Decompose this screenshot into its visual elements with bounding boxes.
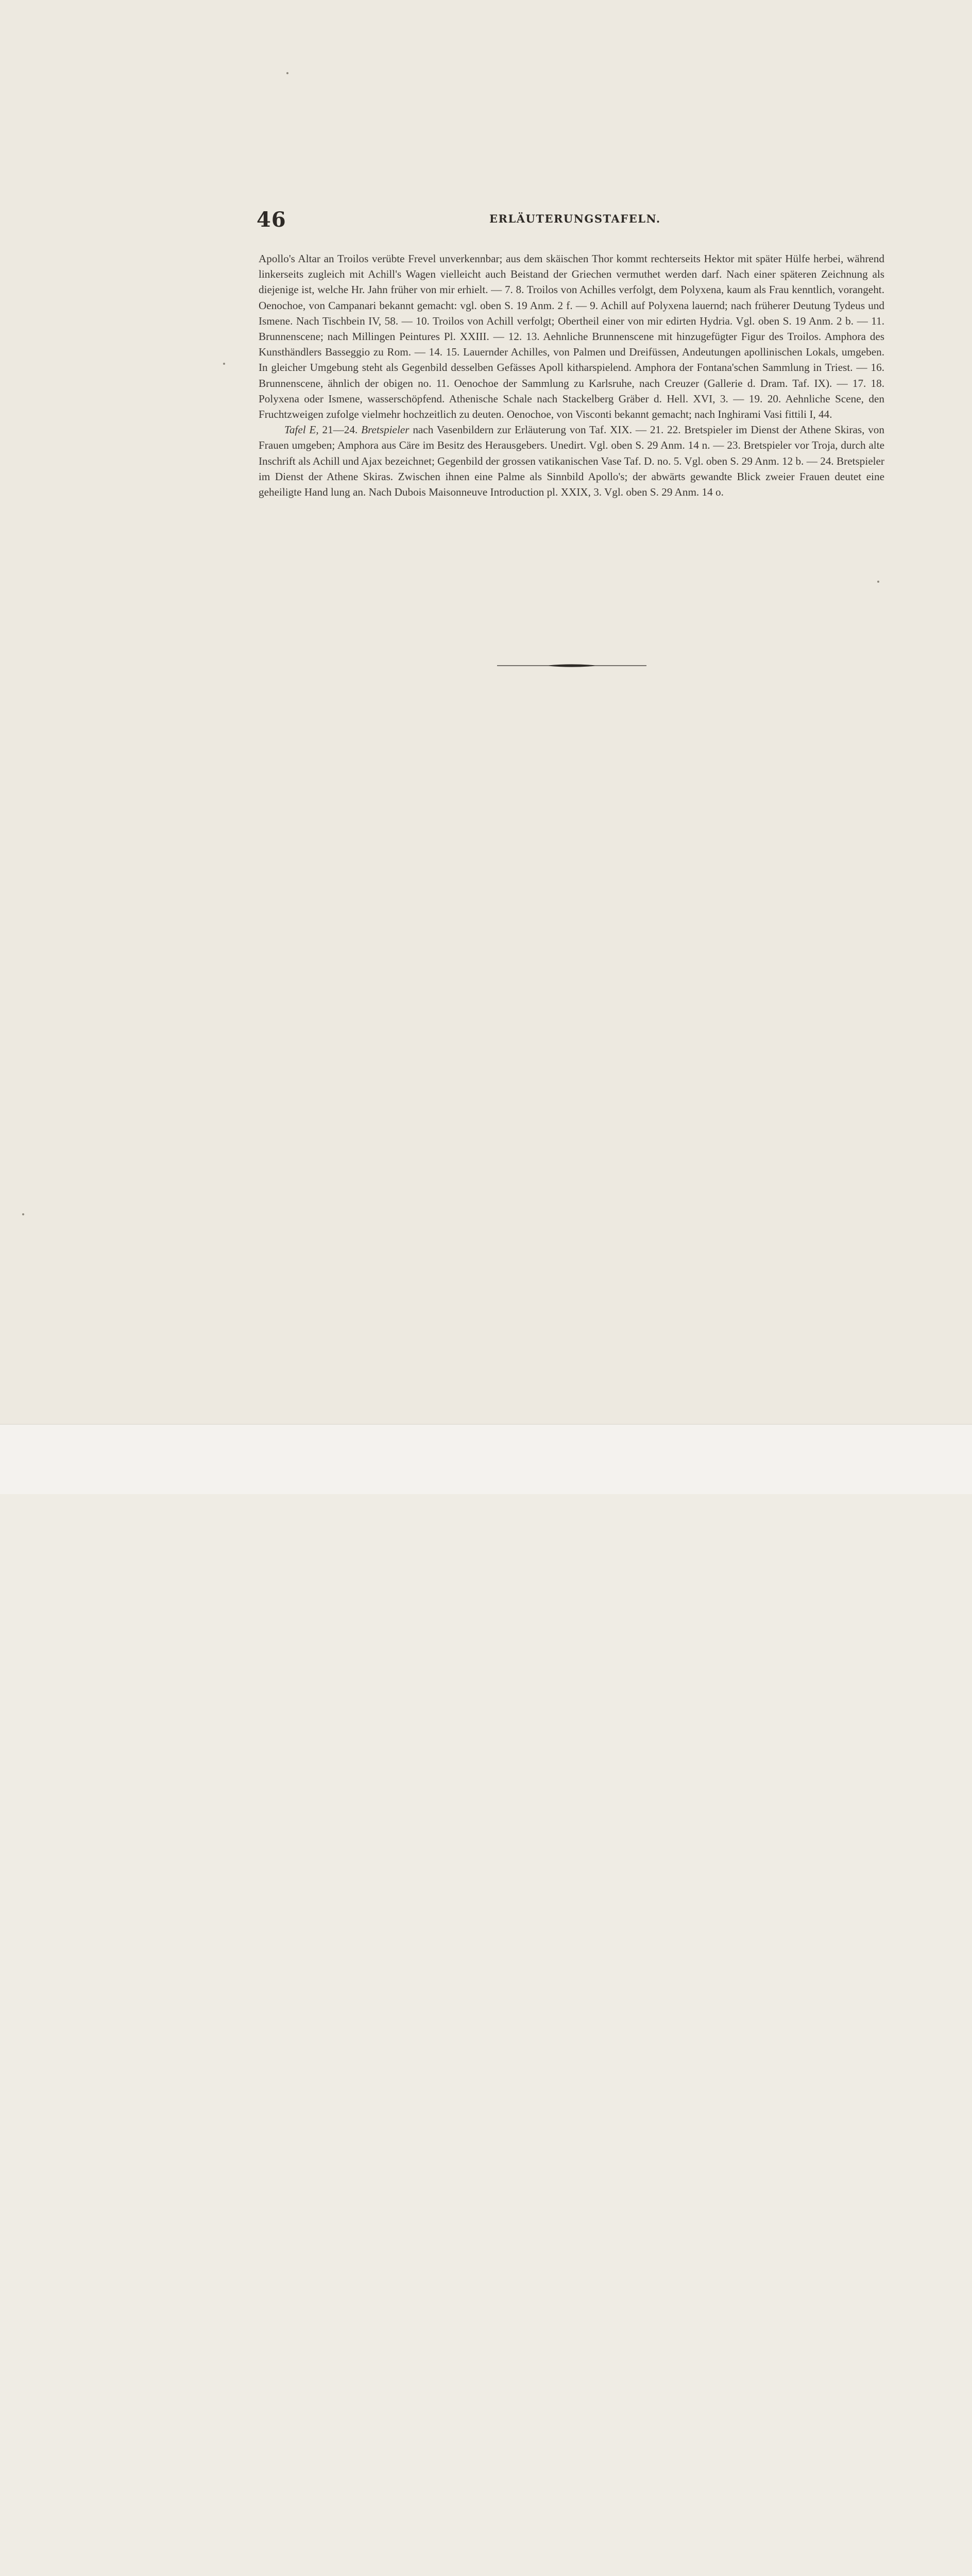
plate-range: 21—24. (322, 423, 358, 436)
paragraph-2 (259, 422, 884, 500)
body-text (259, 251, 884, 500)
running-head: ERLÄUTERUNGSTAFELN. (489, 212, 661, 225)
plate-label: Tafel E, (284, 423, 319, 436)
page-number: 46 (257, 208, 286, 232)
scan-speck (286, 72, 288, 74)
footer-bar (0, 1424, 972, 1494)
scan-speck (877, 581, 879, 583)
paragraph-1: Apollo's Altar an Troilos verübte Frevel unverkennbar; aus dem skäischen Thor kommt rechterseits Hektor mit später Hülfe herbei, während linkerseits zugleich mit Achill's Wagen vielleicht auch Beistand der Griechen vermuthet werden darf. Nach einer späteren Zeichnung als diejenige ist, welche Hr. Jahn früher von mir erhielt. — 7. 8. Troilos von Achilles verfolgt, dem Polyxena, kaum als Frau kenntlich, vorangeht. Oenochoe, von Campanari bekannt gemacht: vgl. oben S. 19 Anm. 2 f. — 9. Achill auf Polyxena lauernd; nach früherer Deutung Tydeus und Ismene. Nach Tischbein IV, 58. — 10. Troilos von Achill verfolgt; Obertheil einer von mir edirten Hydria. Vgl. oben S. 19 Anm. 2 b. — 11. Brunnenscene; nach Millingen Peintures Pl. XXIII. — 12. 13. Aehnliche Brunnenscene mit hinzugefügter Figur des Troilos. Amphora des Kunsthändlers Basseggio zu Rom. — 14. 15. Lauernder Achilles, von Palmen und Dreifüssen, Andeutungen apollinischen Lokals, umgeben. In gleicher Umgebung steht als Gegenbild desselben Gefässes Apoll kitharspielend. Amphora der Fontana'schen Sammlung in Triest. — 16. Brunnenscene, ähnlich der obigen no. 11. Oenochoe der Sammlung zu Karlsruhe, nach Creuzer (Gallerie d. Dram. Taf. IX). — 17. 18. Polyxena oder Ismene, wasserschöpfend. Athenische Schale nach Stackelberg Gräber d. Hell. XVI, 3. — 19. 20. Aehnliche Scene, den Fruchtzweigen zufolge vielmehr hochzeitlich zu deuten. Oenochoe, von Visconti bekannt gemacht; nach Inghirami Vasi fittili I, 44. (259, 252, 884, 421)
scan-speck (22, 1213, 24, 1215)
paragraph-2-text: nach Vasenbildern zur Erläuterung von Taf. XIX. — 21. 22. Bretspieler im Dienst der Athene Skiras, von Frauen umgeben; Amphora aus Cäre im Besitz des Herausgebers. Unedirt. Vgl. oben S. 29 Anm. 14 n. — 23. Bretspieler vor Troja, durch alte Inschrift als Achill und Ajax bezeichnet; Gegenbild der grossen vatikanischen Vase Taf. D. no. 5. Vgl. oben S. 29 Anm. 12 b. — 24. Bretspieler im Dienst der Athene Skiras. Zwischen ihnen eine Palme als Sinnbild Apollo's; der abwärts gewandte Blick zweier Frauen deutet eine geheiligte Hand lung an. Nach Dubois Maisonneuve Introduction pl. XXIX, 3. Vgl. oben S. 29 Anm. 14 o. (259, 423, 884, 499)
ornamental-divider (497, 663, 646, 668)
scan-speck (223, 363, 225, 365)
plate-title: Bretspieler (361, 423, 410, 436)
